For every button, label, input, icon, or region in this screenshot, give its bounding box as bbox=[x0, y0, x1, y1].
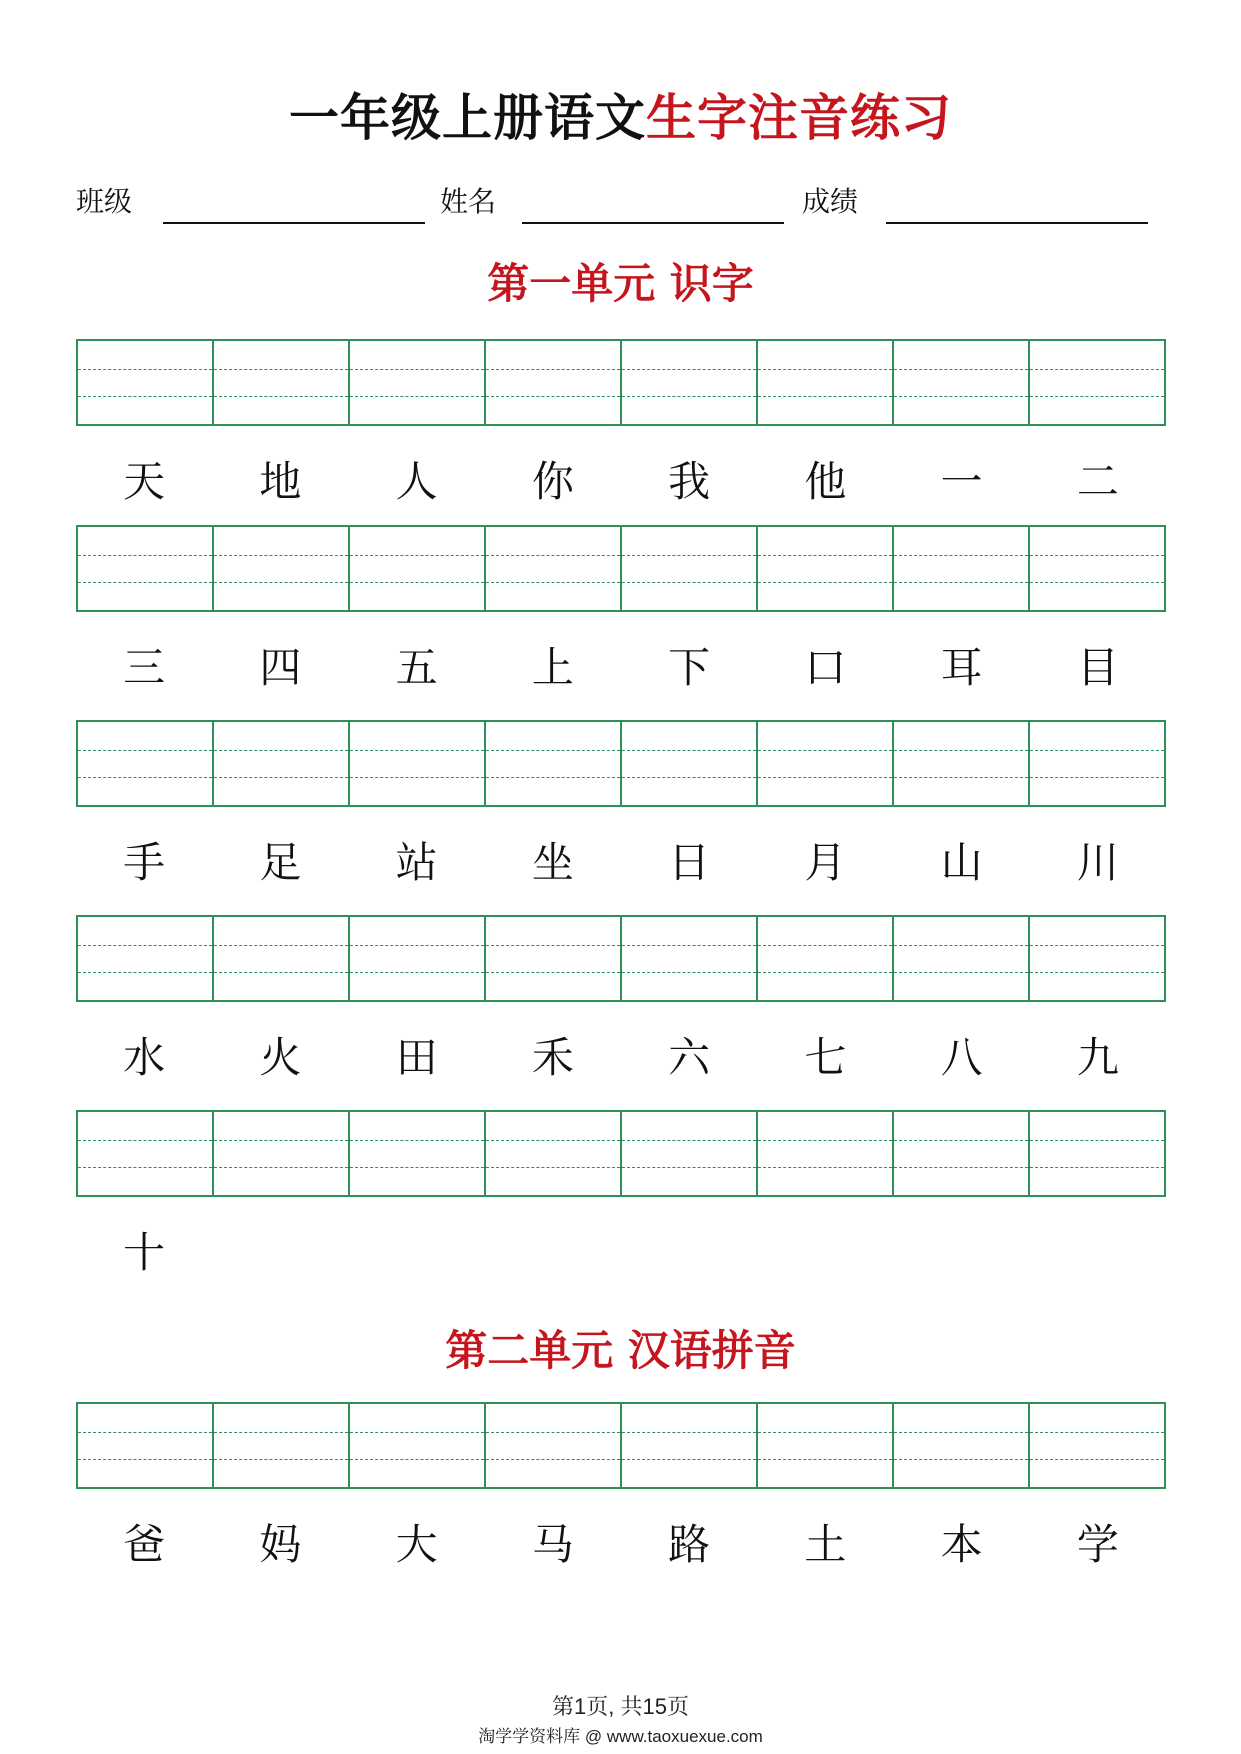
pinyin-cell[interactable] bbox=[758, 1404, 894, 1487]
pinyin-cell[interactable] bbox=[350, 1404, 486, 1487]
character: 地 bbox=[259, 457, 302, 506]
pinyin-cell[interactable] bbox=[78, 722, 214, 805]
pinyin-cell[interactable] bbox=[350, 917, 486, 1000]
pinyin-cell[interactable] bbox=[622, 1404, 758, 1487]
character: 五 bbox=[395, 643, 438, 692]
page-title bbox=[0, 88, 1241, 148]
character bbox=[212, 1223, 348, 1283]
pinyin-cell[interactable] bbox=[758, 1112, 894, 1195]
site-watermark: 淘学学资料库 @ www.taoxuexue.com bbox=[478, 1727, 763, 1746]
pinyin-cell[interactable] bbox=[622, 341, 758, 424]
pinyin-cell[interactable] bbox=[78, 527, 214, 610]
character: 本 bbox=[940, 1520, 983, 1569]
pinyin-cell[interactable] bbox=[894, 341, 1030, 424]
pinyin-cell[interactable] bbox=[1030, 527, 1164, 610]
character: 日 bbox=[668, 838, 711, 887]
pinyin-cell[interactable] bbox=[350, 341, 486, 424]
pinyin-cell[interactable] bbox=[350, 1112, 486, 1195]
character bbox=[1030, 1223, 1166, 1283]
character bbox=[621, 1223, 757, 1283]
pinyin-cell[interactable] bbox=[1030, 722, 1164, 805]
pinyin-grid[interactable] bbox=[76, 525, 1166, 612]
character: 你 bbox=[531, 457, 574, 506]
character bbox=[894, 1223, 1030, 1283]
character: 山 bbox=[940, 838, 983, 887]
character: 八 bbox=[940, 1033, 983, 1082]
pinyin-grid[interactable] bbox=[76, 915, 1166, 1002]
pinyin-cell[interactable] bbox=[758, 341, 894, 424]
pinyin-cell[interactable] bbox=[758, 917, 894, 1000]
character: 下 bbox=[668, 643, 711, 692]
pinyin-cell[interactable] bbox=[894, 1404, 1030, 1487]
pinyin-cell[interactable] bbox=[486, 1404, 622, 1487]
pinyin-cell[interactable] bbox=[78, 917, 214, 1000]
pinyin-cell[interactable] bbox=[1030, 341, 1164, 424]
pinyin-cell[interactable] bbox=[1030, 1112, 1164, 1195]
character: 月 bbox=[804, 838, 847, 887]
pinyin-cell[interactable] bbox=[894, 917, 1030, 1000]
class-label: 班级 bbox=[76, 185, 133, 218]
score-field[interactable] bbox=[886, 222, 1148, 224]
pinyin-cell[interactable] bbox=[894, 722, 1030, 805]
character: 九 bbox=[1076, 1033, 1119, 1082]
character-row bbox=[76, 1028, 1166, 1088]
page-title-main: 一年级上册语文 bbox=[289, 88, 646, 147]
character-row bbox=[76, 1223, 1166, 1283]
character: 手 bbox=[123, 838, 166, 887]
character-row bbox=[76, 1515, 1166, 1575]
character: 水 bbox=[123, 1033, 166, 1082]
character: 坐 bbox=[531, 838, 574, 887]
pinyin-cell[interactable] bbox=[758, 527, 894, 610]
pinyin-cell[interactable] bbox=[486, 722, 622, 805]
character: 一 bbox=[940, 457, 983, 506]
section-heading-unit-1: 第一单元 识字 bbox=[487, 259, 754, 308]
character-row bbox=[76, 833, 1166, 893]
name-field[interactable] bbox=[522, 222, 784, 224]
character: 四 bbox=[259, 643, 302, 692]
character: 马 bbox=[531, 1520, 574, 1569]
pinyin-cell[interactable] bbox=[622, 722, 758, 805]
page-number: 第1页, 共15页 bbox=[552, 1694, 689, 1719]
pinyin-grid[interactable] bbox=[76, 339, 1166, 426]
character: 足 bbox=[259, 838, 302, 887]
pinyin-grid[interactable] bbox=[76, 1110, 1166, 1197]
pinyin-cell[interactable] bbox=[1030, 917, 1164, 1000]
pinyin-grid[interactable] bbox=[76, 720, 1166, 807]
character: 大 bbox=[395, 1520, 438, 1569]
character: 十 bbox=[123, 1228, 166, 1277]
pinyin-cell[interactable] bbox=[622, 917, 758, 1000]
pinyin-cell[interactable] bbox=[622, 527, 758, 610]
character: 七 bbox=[804, 1033, 847, 1082]
character-row bbox=[76, 452, 1166, 512]
character: 他 bbox=[804, 457, 847, 506]
character: 耳 bbox=[940, 643, 983, 692]
character: 川 bbox=[1076, 838, 1119, 887]
character: 站 bbox=[395, 838, 438, 887]
name-label: 姓名 bbox=[440, 185, 497, 218]
pinyin-cell[interactable] bbox=[894, 1112, 1030, 1195]
character: 目 bbox=[1076, 643, 1119, 692]
pinyin-cell[interactable] bbox=[78, 1404, 214, 1487]
character: 我 bbox=[668, 457, 711, 506]
character: 妈 bbox=[259, 1520, 302, 1569]
character: 六 bbox=[668, 1033, 711, 1082]
character: 爸 bbox=[123, 1520, 166, 1569]
pinyin-cell[interactable] bbox=[214, 527, 350, 610]
character: 口 bbox=[804, 643, 847, 692]
character: 禾 bbox=[531, 1033, 574, 1082]
pinyin-grid[interactable] bbox=[76, 1402, 1166, 1489]
pinyin-cell[interactable] bbox=[214, 341, 350, 424]
pinyin-cell[interactable] bbox=[1030, 1404, 1164, 1487]
section-heading-unit-2: 第二单元 汉语拼音 bbox=[445, 1326, 796, 1375]
character: 上 bbox=[531, 643, 574, 692]
character bbox=[485, 1223, 621, 1283]
pinyin-cell[interactable] bbox=[486, 341, 622, 424]
character: 人 bbox=[395, 457, 438, 506]
score-label: 成绩 bbox=[802, 185, 859, 218]
character: 学 bbox=[1076, 1520, 1119, 1569]
pinyin-cell[interactable] bbox=[214, 1112, 350, 1195]
pinyin-cell[interactable] bbox=[894, 527, 1030, 610]
pinyin-cell[interactable] bbox=[486, 527, 622, 610]
character-row bbox=[76, 638, 1166, 698]
pinyin-cell[interactable] bbox=[214, 1404, 350, 1487]
character: 土 bbox=[804, 1520, 847, 1569]
pinyin-cell[interactable] bbox=[486, 917, 622, 1000]
character: 二 bbox=[1076, 457, 1119, 506]
pinyin-cell[interactable] bbox=[622, 1112, 758, 1195]
pinyin-cell[interactable] bbox=[78, 341, 214, 424]
class-field[interactable] bbox=[163, 222, 425, 224]
character: 路 bbox=[668, 1520, 711, 1569]
pinyin-cell[interactable] bbox=[78, 1112, 214, 1195]
character: 田 bbox=[395, 1033, 438, 1082]
character: 天 bbox=[123, 457, 166, 506]
character: 三 bbox=[123, 643, 166, 692]
pinyin-cell[interactable] bbox=[214, 917, 350, 1000]
pinyin-cell[interactable] bbox=[350, 722, 486, 805]
pinyin-cell[interactable] bbox=[486, 1112, 622, 1195]
character bbox=[757, 1223, 893, 1283]
character bbox=[349, 1223, 485, 1283]
page-title-highlight: 生字注音练习 bbox=[646, 88, 952, 147]
character: 火 bbox=[259, 1033, 302, 1082]
student-info-row bbox=[0, 184, 1241, 224]
pinyin-cell[interactable] bbox=[214, 722, 350, 805]
pinyin-cell[interactable] bbox=[350, 527, 486, 610]
pinyin-cell[interactable] bbox=[758, 722, 894, 805]
